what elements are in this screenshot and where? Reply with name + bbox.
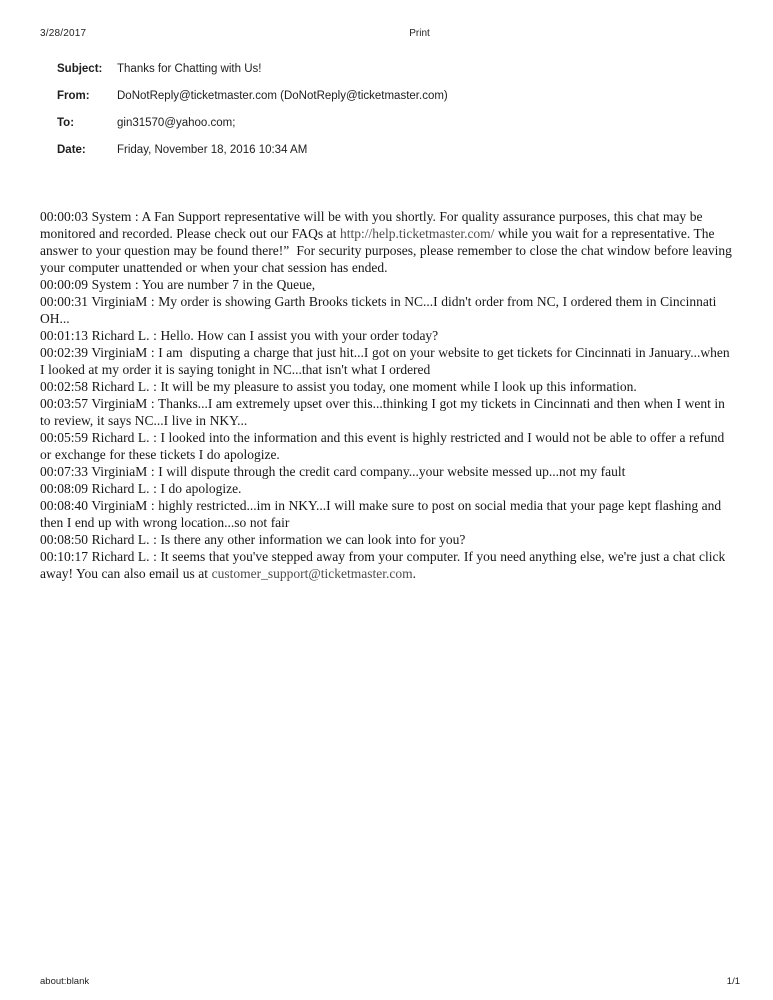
footer-source-url: about:blank — [40, 976, 90, 987]
message-timestamp: 00:00:03 — [40, 209, 89, 224]
chat-message: 00:00:31 VirginiaM : My order is showing Garth Brooks tickets in NC...I didn't order from NC, I ordered them in Cincinnati OH... — [40, 294, 720, 326]
message-speaker: System — [91, 209, 132, 224]
email-field-date — [57, 143, 733, 159]
message-timestamp: 00:02:39 — [40, 345, 89, 360]
message-timestamp: 00:00:31 — [40, 294, 89, 309]
chat-message: 00:00:03 System : A Fan Support representative will be with you shortly. For quality assurance purposes, this chat may be monitored and recorded. Please check out our FAQs at http://help.ticketmaster.com/ while you wait for a representative. The answer to your question may be found there!” For security purposes, please remember to close the chat window before leaving your computer unattended or when your chat session has ended. — [40, 209, 736, 275]
from-value: DoNotReply@ticketmaster.com (DoNotReply@ticketmaster.com) — [117, 90, 448, 102]
message-text: highly restricted...im in NKY...I will make sure to post on social media that your page kept flashing and then I end up with wrong location...so not fair — [40, 498, 725, 530]
message-speaker: Richard L. — [91, 549, 150, 564]
message-timestamp: 00:10:17 — [40, 549, 89, 564]
email-field-subject — [57, 62, 733, 78]
message-link: customer_support@ticketmaster.com — [211, 566, 413, 581]
email-field-from — [57, 89, 733, 105]
message-timestamp: 00:02:58 — [40, 379, 89, 394]
chat-message: 00:05:59 Richard L. : I looked into the information and this event is highly restricted and I would not be able to offer a refund or exchange for these tickets I do apologize. — [40, 430, 728, 462]
chat-message: 00:00:09 System : You are number 7 in the Queue, — [40, 277, 316, 292]
message-speaker: VirginiaM — [91, 294, 148, 309]
message-speaker: System — [91, 277, 132, 292]
email-field-to — [57, 116, 733, 132]
message-timestamp: 00:08:40 — [40, 498, 89, 513]
date-value: Friday, November 18, 2016 10:34 AM — [117, 144, 308, 156]
message-text: It seems that you've stepped away from your computer. If you need anything else, we're just a chat click away! You can also email us at — [40, 549, 729, 581]
message-speaker: Richard L. — [91, 481, 150, 496]
chat-message: 00:08:50 Richard L. : Is there any other information we can look into for you? — [40, 532, 466, 547]
message-text: I will dispute through the credit card company...your website messed up...not my fault — [158, 464, 626, 479]
subject-label: Subject: — [57, 63, 103, 75]
print-header-date: 3/28/2017 — [40, 28, 87, 39]
from-label: From: — [57, 90, 90, 102]
chat-message: 00:03:57 VirginiaM : Thanks...I am extremely upset over this...thinking I got my tickets in Cincinnati and then when I went in to review, it says NC...I live in NKY... — [40, 396, 729, 428]
message-text: It will be my pleasure to assist you today, one moment while I look up this information. — [160, 379, 637, 394]
to-value: gin31570@yahoo.com; — [117, 117, 236, 129]
message-speaker: Richard L. — [91, 328, 150, 343]
message-timestamp: 00:08:50 — [40, 532, 89, 547]
message-speaker: Richard L. — [91, 532, 150, 547]
message-speaker: VirginiaM — [91, 498, 148, 513]
footer-page-number: 1/1 — [726, 976, 740, 987]
to-label: To: — [57, 117, 75, 129]
chat-message: 00:10:17 Richard L. : It seems that you've stepped away from your computer. If you need anything else, we're just a chat click away! You can also email us at customer_support@ticketmaster.com. — [40, 549, 729, 581]
message-text: I am disputing a charge that just hit...I got on your website to get tickets for Cincinnati in January...when I looked at my order it is saying tonight in NC...that isn't what I ordered — [40, 345, 734, 377]
message-text: You are number 7 in the Queue, — [141, 277, 316, 292]
message-link: http://help.ticketmaster.com/ — [339, 226, 495, 241]
message-text: I looked into the information and this event is highly restricted and I would not be able to offer a refund or exchange for these tickets I do apologize. — [40, 430, 728, 462]
message-text: I do apologize. — [160, 481, 242, 496]
message-speaker: VirginiaM — [91, 396, 148, 411]
message-text: Thanks...I am extremely upset over this...thinking I got my tickets in Cincinnati and then when I went in to review, it says NC...I live in NKY... — [40, 396, 729, 428]
email-header — [57, 62, 733, 170]
message-speaker: Richard L. — [91, 379, 150, 394]
subject-value: Thanks for Chatting with Us! — [117, 63, 262, 75]
message-text: Hello. How can I assist you with your order today? — [160, 328, 439, 343]
message-text: My order is showing Garth Brooks tickets in NC...I didn't order from NC, I ordered them in Cincinnati OH... — [40, 294, 720, 326]
message-timestamp: 00:08:09 — [40, 481, 89, 496]
chat-message: 00:02:39 VirginiaM : I am disputing a charge that just hit...I got on your website to get tickets for Cincinnati in January...when I looked at my order it is saying tonight in NC...that isn't what I ordered — [40, 345, 734, 377]
message-timestamp: 00:07:33 — [40, 464, 89, 479]
message-text: A Fan Support representative will be with you shortly. For quality assurance purposes, this chat may be monitored and recorded. Please check out our FAQs at — [40, 209, 707, 241]
message-text-after: while you wait for a representative. The answer to your question may be found there!” For security purposes, please remember to close the chat window before leaving your computer unattended or when your chat session has ended. — [40, 226, 736, 275]
message-timestamp: 00:00:09 — [40, 277, 89, 292]
chat-message: 00:02:58 Richard L. : It will be my pleasure to assist you today, one moment while I look up this information. — [40, 379, 637, 394]
message-timestamp: 00:01:13 — [40, 328, 89, 343]
message-text-after: . — [412, 566, 417, 581]
message-timestamp: 00:05:59 — [40, 430, 89, 445]
message-timestamp: 00:03:57 — [40, 396, 89, 411]
message-speaker: VirginiaM — [91, 345, 148, 360]
message-text: Is there any other information we can look into for you? — [160, 532, 466, 547]
message-speaker: VirginiaM — [91, 464, 148, 479]
date-label: Date: — [57, 144, 86, 156]
chat-message: 00:08:40 VirginiaM : highly restricted...im in NKY...I will make sure to post on social media that your page kept flashing and then I end up with wrong location...so not fair — [40, 498, 725, 530]
chat-message: 00:08:09 Richard L. : I do apologize. — [40, 481, 242, 496]
print-footer — [40, 976, 740, 987]
chat-transcript — [40, 208, 737, 582]
message-speaker: Richard L. — [91, 430, 150, 445]
print-header-title: Print — [409, 28, 430, 39]
chat-message: 00:07:33 VirginiaM : I will dispute through the credit card company...your website messed up...not my fault — [40, 464, 626, 479]
chat-message: 00:01:13 Richard L. : Hello. How can I assist you with your order today? — [40, 328, 439, 343]
